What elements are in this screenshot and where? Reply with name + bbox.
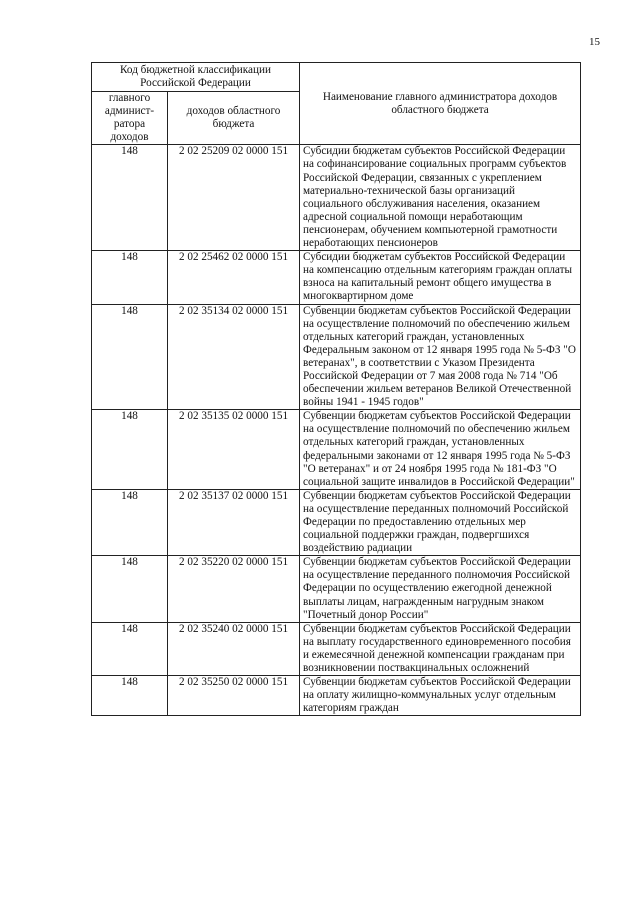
admin-code-cell: 148 [92,676,168,716]
revenue-code-cell: 2 02 25462 02 0000 151 [168,251,300,304]
table-row [92,410,581,490]
table-header-row-group [92,63,581,92]
table-row [92,556,581,622]
admin-code-cell: 148 [92,251,168,304]
table-row [92,251,581,304]
revenue-code-cell: 2 02 35135 02 0000 151 [168,410,300,490]
table-row [92,676,581,716]
admin-code-cell: 148 [92,622,168,675]
revenue-code-cell: 2 02 35250 02 0000 151 [168,676,300,716]
revenue-code-cell: 2 02 35134 02 0000 151 [168,304,300,410]
admin-code-cell: 148 [92,489,168,555]
header-main-administrator: главного админист-ратора доходов [92,92,168,145]
budget-classification-table [91,62,581,716]
revenue-name-cell: Субвенции бюджетам субъектов Российской Федерации на осуществление переданного полномочия Российской Федерации по осуществлению ежегодной денежной выплаты лицам, награжденным нагрудным знаком "Почетный донор России" [300,556,581,622]
revenue-name-cell: Субсидии бюджетам субъектов Российской Федерации на софинансирование социальных программ субъектов Российской Федерации, связанных с укреплением материально-технической базы организаций социального обслуживания населения, оказанием адресной социальной помощи неработающим пенсионерам, обучением компьютерной грамотности неработающих пенсионеров [300,145,581,251]
table-row [92,489,581,555]
admin-code-cell: 148 [92,556,168,622]
revenue-code-cell: 2 02 35137 02 0000 151 [168,489,300,555]
admin-code-cell: 148 [92,304,168,410]
table-row [92,145,581,251]
header-administrator-name: Наименование главного администратора доходов областного бюджета [300,63,581,145]
revenue-name-cell: Субвенции бюджетам субъектов Российской Федерации на осуществление полномочий по обеспечению жильем отдельных категорий граждан, установленных федеральными законами от 12 января 1995 года № 5-ФЗ "О ветеранах" и от 24 ноября 1995 года № 181-ФЗ "О социальной защите инвалидов в Российской Федерации" [300,410,581,490]
revenue-code-cell: 2 02 35240 02 0000 151 [168,622,300,675]
admin-code-cell: 148 [92,145,168,251]
revenue-name-cell: Субвенции бюджетам субъектов Российской Федерации на осуществление полномочий по обеспечению жильем отдельных категорий граждан, установленных Федеральным законом от 12 января 1995 года № 5-ФЗ "О ветеранах", в соответствии с Указом Президента Российской Федерации от 7 мая 2008 года № 714 "Об обеспечении жильем ветеранов Великой Отечественной войны 1941 - 1945 годов" [300,304,581,410]
revenue-name-cell: Субсидии бюджетам субъектов Российской Федерации на компенсацию отдельным категориям граждан оплаты взноса на капитальный ремонт общего имущества в многоквартирном доме [300,251,581,304]
revenue-name-cell: Субвенции бюджетам субъектов Российской Федерации на осуществление переданных полномочий Российской Федерации по предоставлению отдельных мер социальной поддержки граждан, подвергшихся воздействию радиации [300,489,581,555]
revenue-name-cell: Субвенции бюджетам субъектов Российской Федерации на оплату жилищно-коммунальных услуг отдельным категориям граждан [300,676,581,716]
revenue-code-cell: 2 02 35220 02 0000 151 [168,556,300,622]
header-classification-code: Код бюджетной классификации Российской Федерации [92,63,300,92]
revenue-name-cell: Субвенции бюджетам субъектов Российской Федерации на выплату государственного единовременного пособия и ежемесячной денежной компенсации гражданам при возникновении поствакцинальных осложнений [300,622,581,675]
table-row [92,304,581,410]
header-regional-budget-revenue: доходов областного бюджета [168,92,300,145]
admin-code-cell: 148 [92,410,168,490]
table-row [92,622,581,675]
revenue-code-cell: 2 02 25209 02 0000 151 [168,145,300,251]
page-number: 15 [589,36,600,48]
